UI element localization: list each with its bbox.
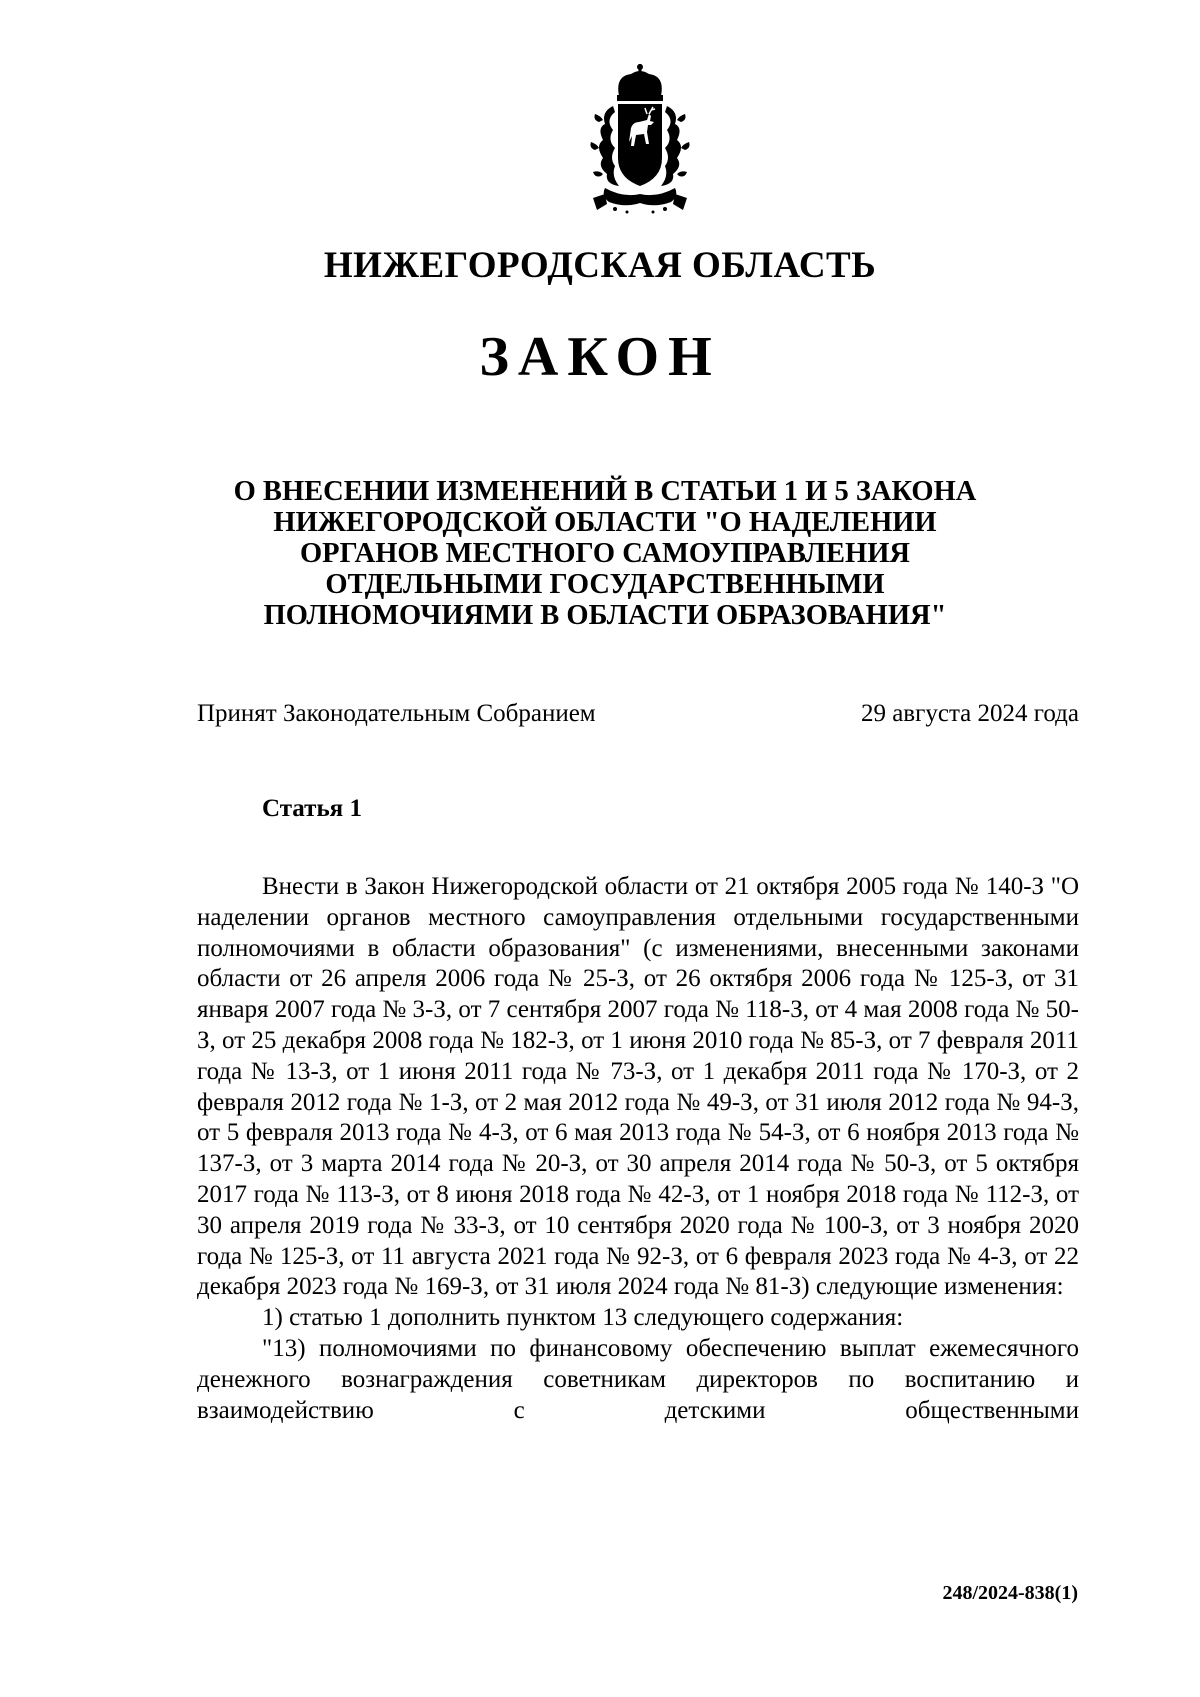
article-paragraph: "13) полномочиями по финансовому обеспечению выплат ежемесячного денежного вознаграждения советникам директоров по воспитанию и взаимодействию с детскими общественными — [197, 1334, 1079, 1424]
law-title: О ВНЕСЕНИИ ИЗМЕНЕНИЙ В СТАТЬИ 1 И 5 ЗАКОНА НИЖЕГОРОДСКОЙ ОБЛАСТИ "О НАДЕЛЕНИИ ОРГАНОВ МЕСТНОГО САМОУПРАВЛЕНИЯ ОТДЕЛЬНЫМИ ГОСУДАРСТВЕННЫМИ ПОЛНОМОЧИЯМИ В ОБЛАСТИ ОБРАЗОВАНИЯ" — [233, 476, 977, 631]
article-paragraph: 1) статью 1 дополнить пунктом 13 следующего содержания: — [262, 1304, 904, 1332]
article-paragraph: Внести в Закон Нижегородской области от 21 октября 2005 года № 140-З "О наделении органов местного самоуправления отдельными государственными полномочиями в области образования" (с изменениями, внесенными законами области от 26 апреля 2006 года № 25-З, от 26 октября 2006 года № 125-З, от 31 января 2007 года № 3-З, от 7 сентября 2007 года № 118-З, от 4 мая 2008 года № 50-З, от 25 декабря 2008 года № 182-З, от 1 июня 2010 года № 85-З, от 7 февраля 2011 года № 13-З, от 1 июня 2011 года № 73-З, от 1 декабря 2011 года № 170-З, от 2 февраля 2012 года № 1-З, от 2 мая 2012 года № 49-З, от 31 июля 2012 года № 94-З, от 5 февраля 2013 года № 4-З, от 6 мая 2013 года № 54-З, от 6 ноября 2013 года № 137-З, от 3 марта 2014 года № 20-З, от 30 апреля 2014 года № 50-З, от 5 октября 2017 года № 113-З, от 8 июня 2018 года № 42-З, от 1 ноября 2018 года № 112-З, от 30 апреля 2019 года № 33-З, от 10 сентября 2020 года № 100-З, от 3 ноября 2020 года № 125-З, от 11 августа 2021 года № 92-З, от 6 февраля 2023 года № 4-З, от 22 декабря 2023 года № 169-З, от 31 июля 2024 года № 81-З) следующие изменения: — [197, 873, 1079, 1301]
region-title: НИЖЕГОРОДСКАЯ ОБЛАСТЬ — [323, 245, 877, 286]
article-body — [197, 872, 1079, 1426]
article-heading: Статья 1 — [262, 795, 362, 822]
adoption-row — [197, 700, 1079, 728]
document-type-heading: ЗАКОН — [479, 326, 721, 388]
coat-of-arms-icon — [575, 62, 705, 214]
adopted-by-text: Принят Законодательным Собранием — [197, 700, 596, 727]
page-code: 248/2024-838(1) — [942, 1582, 1078, 1604]
adoption-date: 29 августа 2024 года — [860, 700, 1079, 727]
